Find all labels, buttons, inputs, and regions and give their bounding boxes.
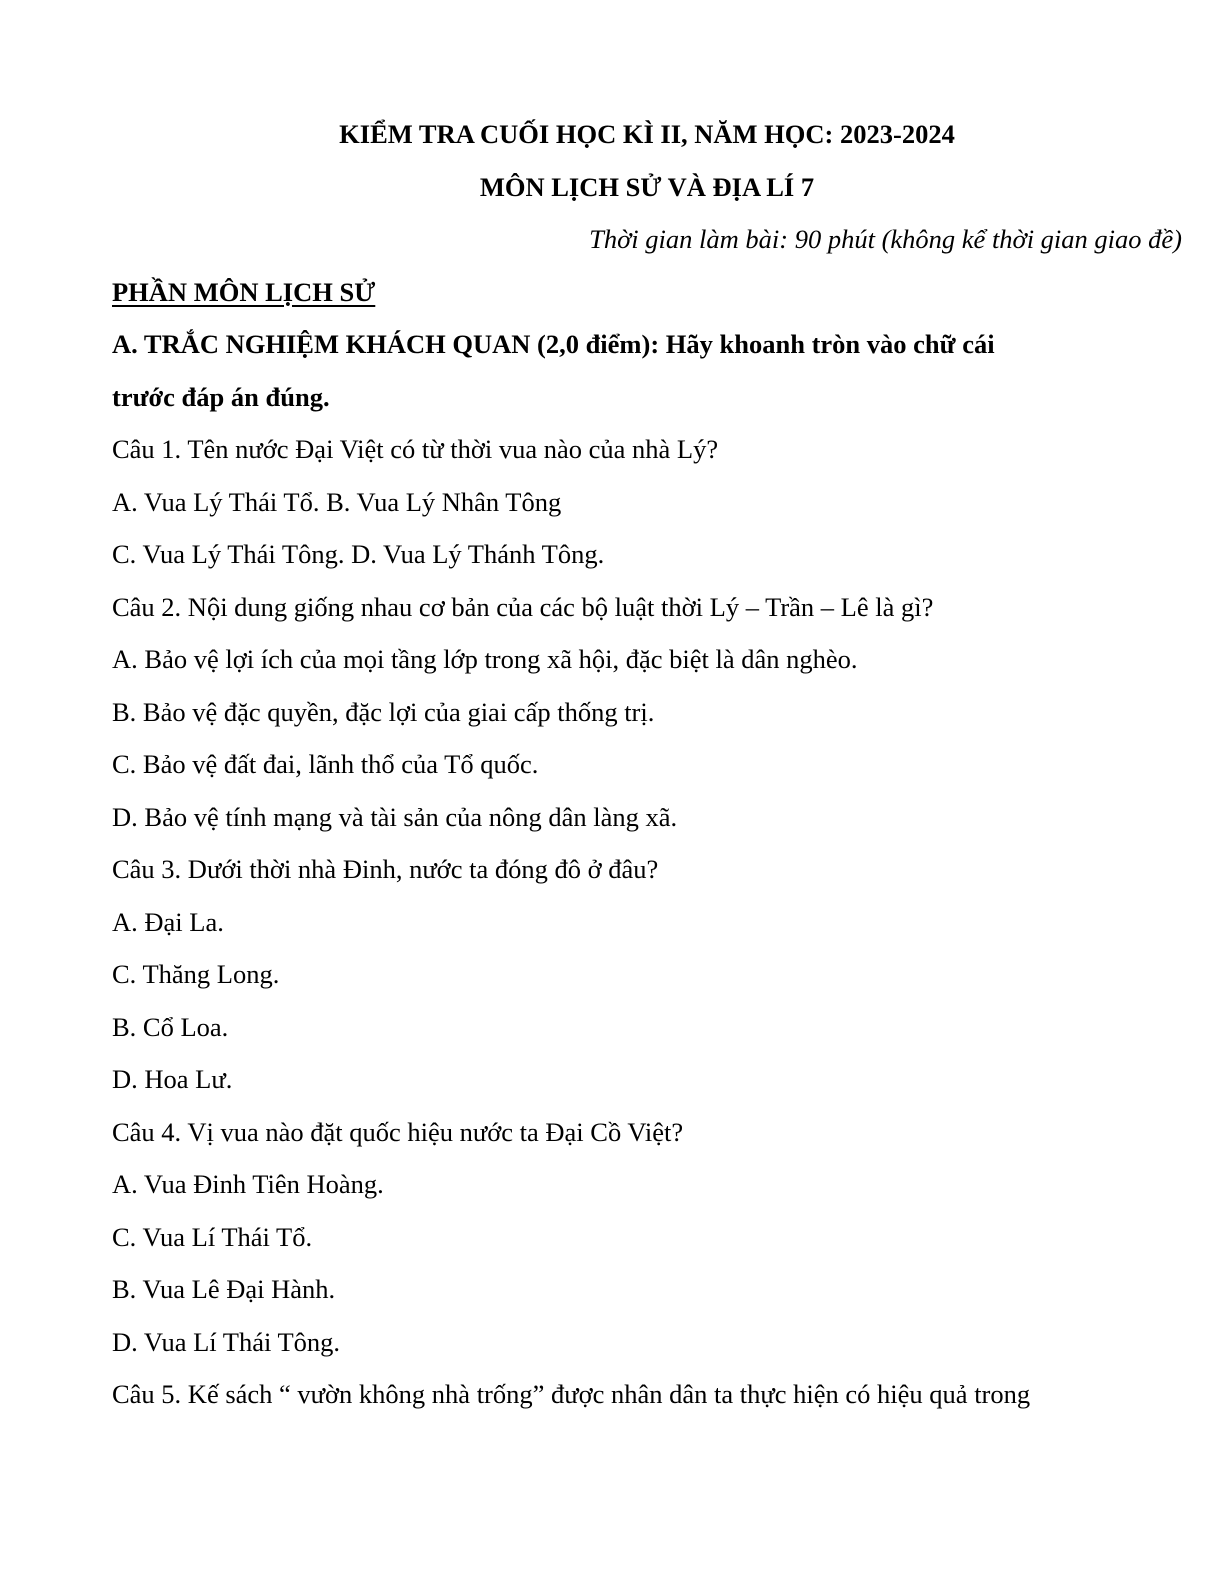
question-3: Câu 3. Dưới thời nhà Đinh, nước ta đóng đô ở đâu? [112,854,659,884]
question-1-options-line-2: C. Vua Lý Thái Tông. D. Vua Lý Thánh Tông. [112,539,605,569]
question-4: Câu 4. Vị vua nào đặt quốc hiệu nước ta Đại Cồ Việt? [112,1116,684,1147]
exam-title: KIỂM TRA CUỐI HỌC KÌ II, NĂM HỌC: 2023-2024 [339,119,955,149]
part-a-instruction-line-2: trước đáp án đúng. [112,381,330,412]
question-3-option-c: C. Thăng Long. [112,959,280,989]
question-3-option-b: B. Cổ Loa. [112,1011,229,1042]
time-note: Thời gian làm bài: 90 phút (không kể thời gian giao đề) [589,224,1182,254]
part-a-instruction-line-1: A. TRẮC NGHIỆM KHÁCH QUAN (2,0 điểm): Hãy khoanh tròn vào chữ cái [112,329,995,359]
section-heading [112,266,1182,319]
exam-subject: MÔN LỊCH SỬ VÀ ĐỊA LÍ 7 [479,171,815,202]
question-2-option-c: C. Bảo vệ đất đai, lãnh thổ của Tổ quốc. [112,749,539,779]
question-3-option-d: D. Hoa Lư. [112,1064,233,1094]
question-2-option-d: D. Bảo vệ tính mạng và tài sản của nông dân làng xã. [112,801,678,832]
section-heading-text: PHẦN MÔN LỊCH SỬ [112,276,376,307]
question-4-option-b: B. Vua Lê Đại Hành. [112,1274,336,1304]
question-1-options-line-1: A. Vua Lý Thái Tổ. B. Vua Lý Nhân Tông [112,486,562,517]
question-3-option-a: A. Đại La. [112,906,224,937]
question-4-option-d: D. Vua Lí Thái Tông. [112,1326,341,1357]
question-1: Câu 1. Tên nước Đại Việt có từ thời vua nào của nhà Lý? [112,434,719,464]
question-2-option-b: B. Bảo vệ đặc quyền, đặc lợi của giai cấp thống trị. [112,696,655,727]
document-page [112,108,1182,1421]
question-2: Câu 2. Nội dung giống nhau cơ bản của các bộ luật thời Lý – Trần – Lê là gì? [112,591,934,622]
question-4-option-a: A. Vua Đinh Tiên Hoàng. [112,1169,384,1199]
question-5: Câu 5. Kế sách “ vườn không nhà trống” được nhân dân ta thực hiện có hiệu quả trong [112,1379,1031,1409]
question-2-option-a: A. Bảo vệ lợi ích của mọi tầng lớp trong xã hội, đặc biệt là dân nghèo. [112,644,858,674]
question-4-option-c: C. Vua Lí Thái Tổ. [112,1221,313,1252]
